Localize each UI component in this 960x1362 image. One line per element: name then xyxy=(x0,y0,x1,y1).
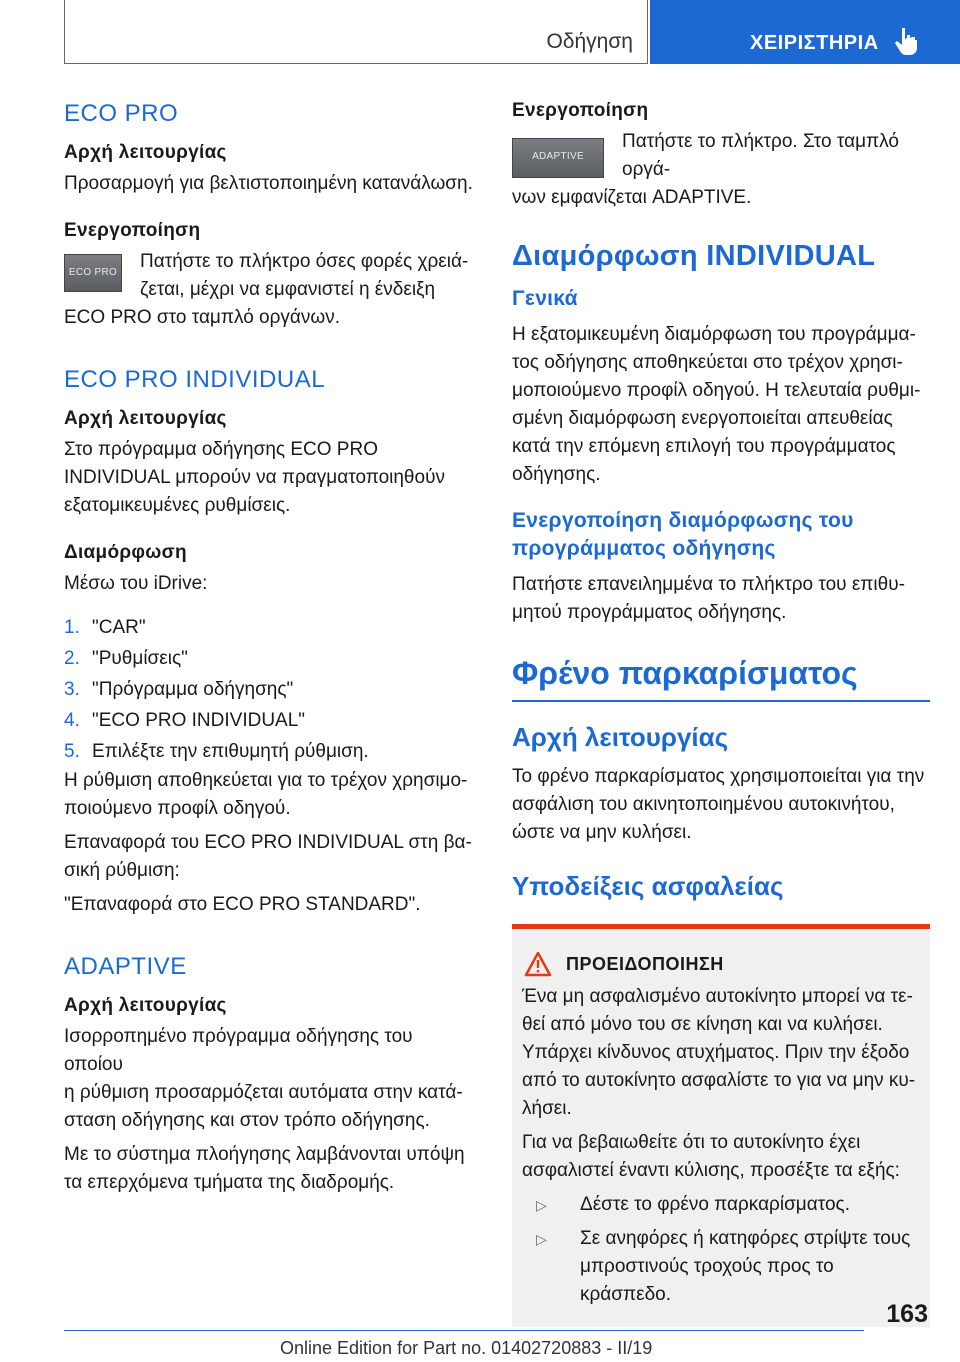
step-number: 3. xyxy=(64,679,80,700)
parking-brake-principle-heading: Αρχή λειτουργίας xyxy=(512,722,729,752)
individual-activation-text-1: Πατήστε επανειλημμένα το πλήκτρο του επιθυ- xyxy=(512,574,905,595)
safety-heading: Υποδείξεις ασφαλείας xyxy=(512,871,784,901)
list-item xyxy=(522,1191,920,1219)
individual-text-6: οδήγησης. xyxy=(512,464,601,485)
step-number: 5. xyxy=(64,741,80,762)
warning-item-text: Δέστε το φρένο παρκαρίσματος. xyxy=(580,1194,850,1215)
step-text: "ECO PRO INDIVIDUAL" xyxy=(92,710,306,731)
list-item xyxy=(64,736,474,767)
warning-item-line-2: μπροστινούς τροχούς προς το κράσπεδο. xyxy=(580,1256,834,1305)
eco-pro-principle-text: Προσαρμογή για βελτιστοποιημένη κατανάλωση. xyxy=(64,173,473,194)
footer-edition: Online Edition for Part no. 01402720883 - II/19 xyxy=(280,1338,653,1358)
adaptive-title: ADAPTIVE xyxy=(64,953,187,980)
adaptive-principle-heading: Αρχή λειτουργίας xyxy=(64,995,227,1016)
list-item xyxy=(64,643,474,674)
warning-text-7: ασφαλιστεί έναντι κύλισης, προσέξτε τα εξής: xyxy=(522,1160,900,1181)
step-number: 1. xyxy=(64,617,80,638)
reset-text-1: Επαναφορά του ECO PRO INDIVIDUAL στη βα- xyxy=(64,832,472,853)
eco-pro-individual-text-2: INDIVIDUAL μπορούν να πραγματοποιηθούν xyxy=(64,467,445,488)
adaptive-activation-text-2: νων εμφανίζεται ADAPTIVE. xyxy=(512,187,752,208)
step-text: "Ρυθμίσεις" xyxy=(92,648,188,669)
config-via: Μέσω του iDrive: xyxy=(64,573,208,594)
right-column xyxy=(512,100,930,1327)
stored-text-1: Η ρύθμιση αποθηκεύεται για το τρέχον χρησιμο- xyxy=(64,770,468,791)
parking-brake-text-3: ώστε να μην κυλήσει. xyxy=(512,822,692,843)
parking-brake-text-2: ασφάλιση του ακινητοποιημένου αυτοκινήτου, xyxy=(512,794,895,815)
warning-title: ΠΡΟΕΙΔΟΠΟΙΗΣΗ xyxy=(566,953,724,974)
header-section-label: Οδήγηση xyxy=(546,30,633,53)
step-text: "Πρόγραμμα οδήγησης" xyxy=(92,679,294,700)
warning-text-2: θεί από μόνο του σε κίνηση και να κυλήσει. xyxy=(522,1014,883,1035)
individual-activation-heading-2: προγράμματος οδήγησης xyxy=(512,537,776,560)
bullet-triangle-icon: ▷ xyxy=(536,1231,547,1247)
header-section-box xyxy=(64,0,648,64)
step-number: 4. xyxy=(64,710,80,731)
parking-brake-title: Φρένο παρκαρίσματος xyxy=(512,655,930,702)
list-item xyxy=(522,1225,920,1309)
bullet-triangle-icon: ▷ xyxy=(536,1197,547,1213)
page-number: 163 xyxy=(886,1300,928,1328)
individual-text-2: τος οδήγησης αποθηκεύεται στο τρέχον χρησι- xyxy=(512,352,903,373)
parking-brake-text-1: Το φρένο παρκαρίσματος χρησιμοποιείται για την xyxy=(512,766,925,787)
individual-general-heading: Γενικά xyxy=(512,287,578,310)
adaptive-text-2: η ρύθμιση προσαρμόζεται αυτόματα στην κατά- xyxy=(64,1082,463,1103)
individual-text-5: κατά την επόμενη επιλογή του προγράμματος xyxy=(512,436,896,457)
config-heading: Διαμόρφωση xyxy=(64,542,187,563)
adaptive-activation-text-1: Πατήστε το πλήκτρο. Στο ταμπλό οργά- xyxy=(622,131,899,180)
warning-text-3: Υπάρχει κίνδυνος ατυχήματος. Πριν την έξοδο xyxy=(522,1042,910,1063)
list-item xyxy=(64,674,474,705)
individual-text-4: σμένη διαμόρφωση ενεργοποιείται απευθείας xyxy=(512,408,893,429)
eco-pro-individual-principle-heading: Αρχή λειτουργίας xyxy=(64,408,227,429)
list-item xyxy=(64,705,474,736)
list-item xyxy=(64,612,474,643)
individual-title: Διαμόρφωση INDIVIDUAL xyxy=(512,240,876,272)
eco-pro-individual-text-1: Στο πρόγραμμα οδήγησης ECO PRO xyxy=(64,439,378,460)
eco-pro-activation-text-2: ζεται, μέχρι να εμφανιστεί η ένδειξη xyxy=(140,279,436,300)
reset-text-2: σική ρύθμιση: xyxy=(64,860,180,881)
eco-pro-title: ECO PRO xyxy=(64,100,179,127)
adaptive-text-3: σταση οδήγησης και στον τρόπο οδήγησης. xyxy=(64,1110,430,1131)
step-text: Επιλέξτε την επιθυμητή ρύθμιση. xyxy=(92,741,369,762)
warning-list xyxy=(522,1191,920,1309)
individual-text-1: Η εξατομικευμένη διαμόρφωση του προγράμμα- xyxy=(512,324,916,345)
footer-divider xyxy=(64,1330,864,1331)
eco-pro-individual-text-3: εξατομικευμένες ρυθμίσεις. xyxy=(64,495,291,516)
left-column xyxy=(64,100,474,1197)
adaptive-activation-heading: Ενεργοποίηση xyxy=(512,100,649,121)
adaptive-button-image: ADAPTIVE xyxy=(512,138,604,178)
header-tab[interactable] xyxy=(650,0,960,64)
step-text: "CAR" xyxy=(92,617,146,638)
warning-box xyxy=(512,924,930,1327)
eco-pro-activation-text-3: ECO PRO στο ταμπλό οργάνων. xyxy=(64,307,341,328)
eco-pro-principle-heading: Αρχή λειτουργίας xyxy=(64,142,227,163)
adaptive-text-5: τα επερχόμενα τμήματα της διαδρομής. xyxy=(64,1172,395,1193)
warning-text-6: Για να βεβαιωθείτε ότι το αυτοκίνητο έχει xyxy=(522,1132,861,1153)
adaptive-text-1: Ισορροπημένο πρόγραμμα οδήγησης του οποίου xyxy=(64,1026,413,1075)
header-tab-label: ΧΕΙΡΙΣΤΗΡΙΑ xyxy=(750,32,879,54)
eco-pro-activation-text-1: Πατήστε το πλήκτρο όσες φορές χρειά- xyxy=(140,251,469,272)
config-steps-list xyxy=(64,612,474,767)
warning-text-4: από το αυτοκίνητο ασφαλίστε το για να μην κυ- xyxy=(522,1070,916,1091)
reset-text-3: "Επαναφορά στο ECO PRO STANDARD". xyxy=(64,894,421,915)
warning-triangle-icon xyxy=(524,951,552,977)
warning-title-row xyxy=(522,951,920,977)
individual-text-3: μοποιούμενο προφίλ οδηγού. Η τελευταία ρυθμι- xyxy=(512,380,921,401)
eco-pro-activation-heading: Ενεργοποίηση xyxy=(64,220,201,241)
warning-text-1: Ένα μη ασφαλισμένο αυτοκίνητο μπορεί να τε- xyxy=(522,986,913,1007)
warning-item-line-1: Σε ανηφόρες ή κατηφόρες στρίψτε τους xyxy=(580,1228,911,1249)
hand-pointer-icon xyxy=(894,26,920,56)
adaptive-text-4: Με το σύστημα πλοήγησης λαμβάνονται υπόψη xyxy=(64,1144,465,1165)
eco-pro-individual-title: ECO PRO INDIVIDUAL xyxy=(64,366,326,393)
eco-pro-button-image: ECO PRO xyxy=(64,254,122,292)
individual-activation-text-2: μητού προγράμματος οδήγησης. xyxy=(512,602,787,623)
warning-item-text xyxy=(580,1225,920,1309)
warning-text-5: λήσει. xyxy=(522,1098,572,1119)
stored-text-2: ποιούμενο προφίλ οδηγού. xyxy=(64,798,291,819)
individual-activation-heading-1: Ενεργοποίηση διαμόρφωσης του xyxy=(512,509,854,532)
step-number: 2. xyxy=(64,648,80,669)
